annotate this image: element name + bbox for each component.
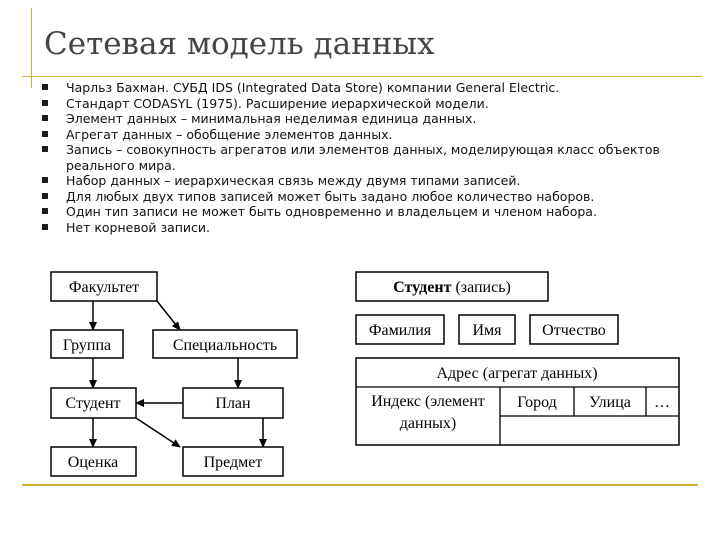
node-group: [51, 330, 123, 358]
aggregate-element-line1: Индекс (элемент: [371, 393, 485, 410]
bullet-item: Нет корневой записи.: [42, 220, 682, 236]
node-plan-label: План: [215, 395, 251, 412]
bullet-item: Набор данных – иерархическая связь между двумя типами записей.: [42, 173, 682, 189]
bullet-item: Чарльз Бахман. СУБД IDS (Integrated Data Store) компании General Electric.: [42, 80, 682, 96]
node-grade: [51, 447, 136, 476]
field-surname-label: Фамилия: [368, 322, 432, 339]
aggregate-element-line2: данных): [399, 415, 457, 432]
field-patronymic-label: Отчество: [542, 322, 606, 339]
bullet-item: Элемент данных – минимальная неделимая единица данных.: [42, 111, 682, 127]
field-surname: [356, 315, 444, 344]
svg-text:Студент (запись): [393, 279, 511, 296]
bullet-item: Для любых двух типов записей может быть задано любое количество наборов.: [42, 189, 682, 205]
bullet-item: Агрегат данных – обобщение элементов данных.: [42, 127, 682, 143]
network-arrows: [93, 301, 263, 447]
node-student-label: Студент: [65, 395, 121, 412]
aggregate-ellipsis: …: [654, 394, 670, 411]
node-student: [51, 388, 136, 418]
bullet-item: Стандарт CODASYL (1975). Расширение иерархической модели.: [42, 96, 682, 112]
arrow-faculty-specialty: [157, 301, 180, 330]
aggregate-box: [356, 358, 679, 445]
arrow-student-subject: [136, 418, 180, 447]
node-specialty: [153, 330, 297, 358]
node-subject-label: Предмет: [203, 454, 263, 471]
node-faculty: [51, 272, 157, 301]
field-patronymic: [530, 315, 618, 344]
aggregate-title: Адрес (агрегат данных): [436, 365, 598, 382]
record-box: [356, 272, 548, 301]
node-plan: [183, 388, 283, 418]
aggregate-street: Улица: [589, 394, 631, 411]
record-name: Студент: [393, 279, 452, 296]
slide-title: Сетевая модель данных: [44, 26, 435, 62]
field-name: [459, 315, 515, 344]
record-suffix: (запись): [451, 279, 511, 296]
node-faculty-label: Факультет: [68, 279, 140, 296]
node-specialty-label: Специальность: [172, 337, 278, 354]
aggregate-city: Город: [517, 394, 557, 411]
node-subject: [183, 447, 283, 476]
node-group-label: Группа: [62, 337, 112, 354]
node-grade-label: Оценка: [67, 454, 119, 471]
field-name-label: Имя: [472, 322, 502, 339]
bullet-item: Один тип записи не может быть одновременно и владельцем и членом набора.: [42, 204, 682, 220]
bullet-item: Запись – совокупность агрегатов или элементов данных, моделирующая класс объектов реального мира.: [42, 142, 682, 173]
